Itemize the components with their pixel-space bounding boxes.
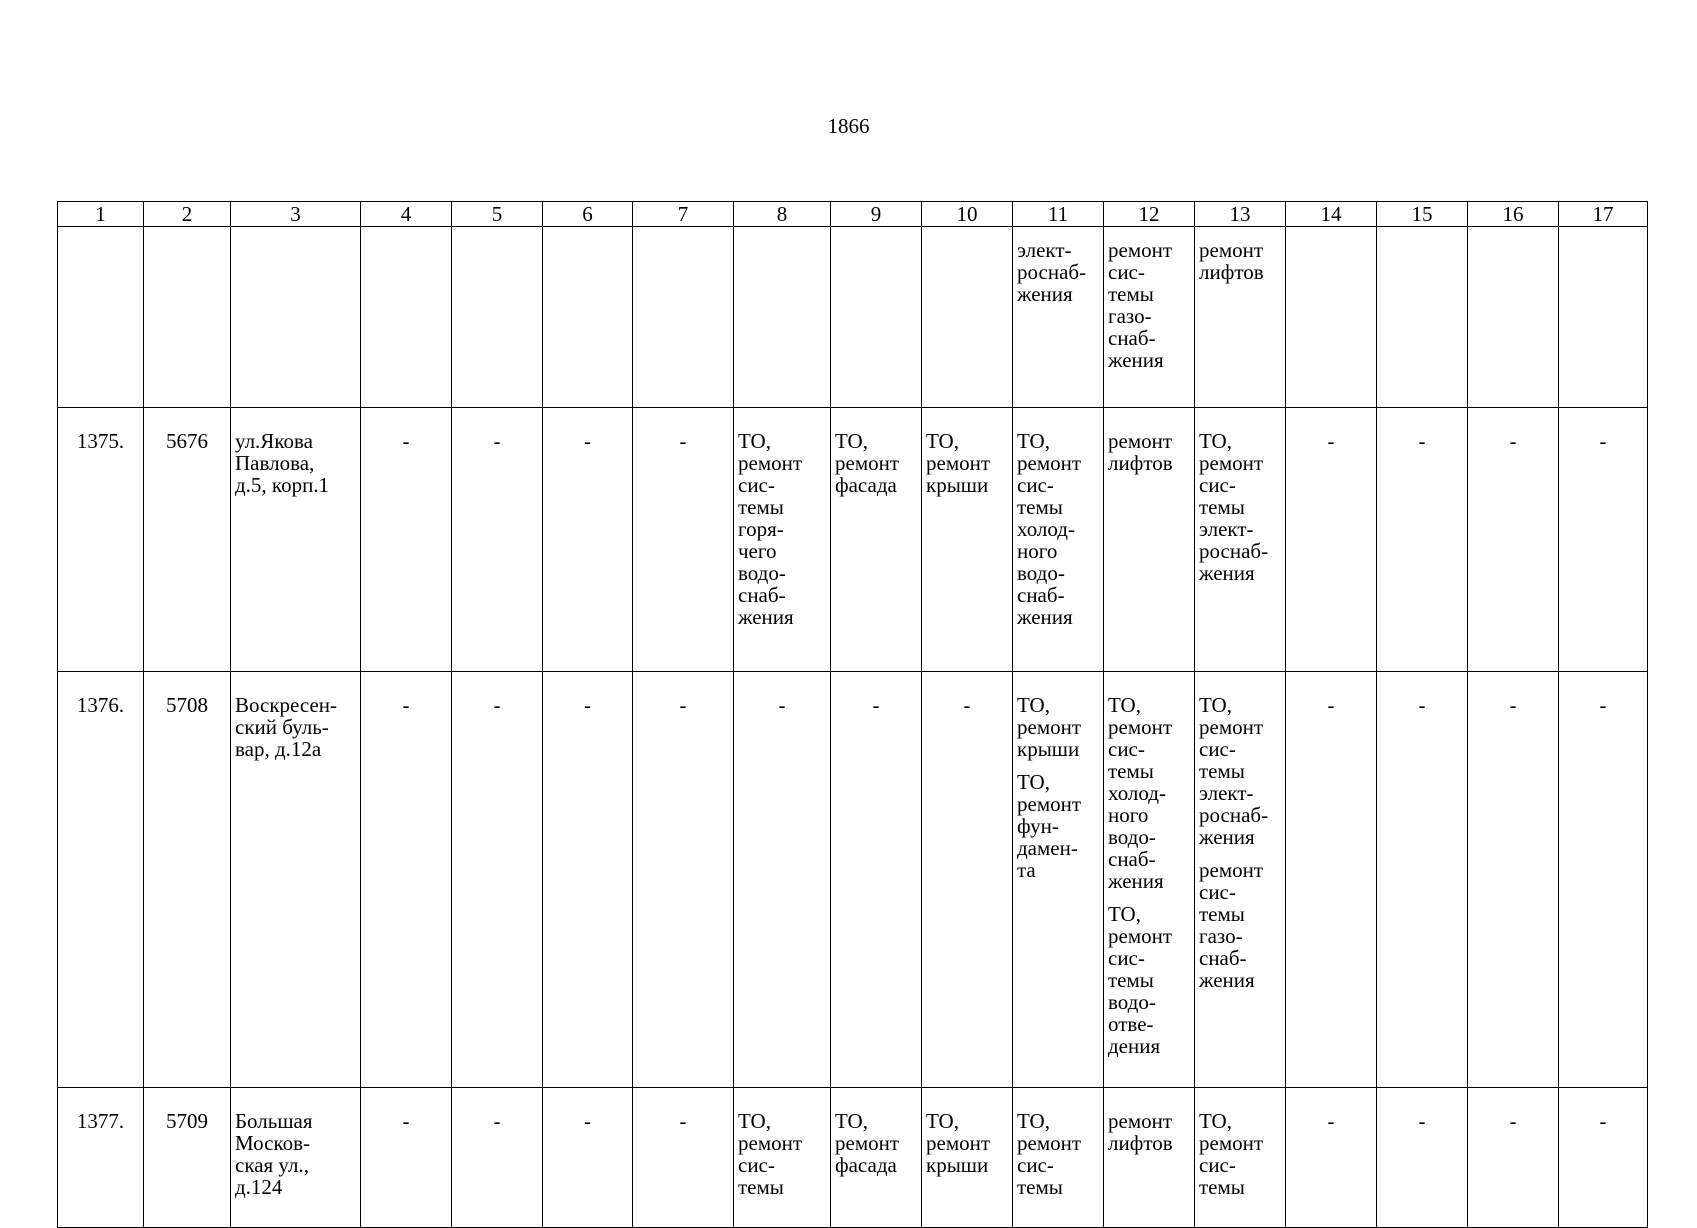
- work-text: ТО, ремонт сис- темы холод- ного водо- снаб- жения: [1017, 429, 1082, 629]
- address-cell: [231, 408, 361, 672]
- work-cell: [1195, 1088, 1286, 1228]
- empty-dash: -: [1377, 408, 1468, 672]
- table-cell: [144, 227, 231, 408]
- empty-dash: -: [1468, 1088, 1559, 1228]
- work-text: ТО, ремонт сис- темы: [1017, 1109, 1082, 1199]
- table-cell: [231, 227, 361, 408]
- table-cell: [58, 227, 144, 408]
- column-header: 7: [633, 202, 734, 227]
- empty-dash: -: [543, 408, 633, 672]
- column-header: 10: [922, 202, 1013, 227]
- column-header: 3: [231, 202, 361, 227]
- table-cell: [1286, 227, 1377, 408]
- address-cell: [231, 1088, 361, 1228]
- work-text: ремонт лифтов: [1108, 429, 1173, 475]
- work-text: ТО, ремонт сис- темы элект- роснаб- жения: [1199, 429, 1269, 585]
- work-cell: [1104, 408, 1195, 672]
- empty-dash: -: [361, 1088, 452, 1228]
- work-cell: [1104, 227, 1195, 408]
- work-text: ТО, ремонт сис- темы: [1199, 1109, 1264, 1199]
- page-number: 1866: [827, 114, 870, 138]
- work-text: ремонт сис- темы газо- снаб- жения: [1108, 238, 1173, 372]
- empty-dash: -: [922, 672, 1013, 1088]
- column-header: 1: [58, 202, 144, 227]
- work-cell: [922, 1088, 1013, 1228]
- building-code: 5709: [144, 1088, 231, 1228]
- empty-dash: -: [1286, 1088, 1377, 1228]
- empty-dash: -: [633, 1088, 734, 1228]
- work-text: ТО, ремонт крыши: [926, 1109, 991, 1177]
- empty-dash: -: [1286, 672, 1377, 1088]
- building-code: 5676: [144, 408, 231, 672]
- address-text: ул.Якова Павлова, д.5, корп.1: [235, 429, 330, 497]
- work-cell: [734, 1088, 831, 1228]
- table-cell: [1377, 227, 1468, 408]
- work-text: ТО, ремонт сис- темы горя- чего водо- снаб- жения: [738, 429, 803, 629]
- empty-dash: -: [452, 672, 543, 1088]
- column-header: 11: [1013, 202, 1104, 227]
- column-header: 6: [543, 202, 633, 227]
- table-cell: [633, 227, 734, 408]
- empty-dash: -: [361, 672, 452, 1088]
- work-text: ремонт сис- темы газо- снаб- жения: [1199, 858, 1264, 992]
- work-text: ТО, ремонт сис- темы водо- отве- дения: [1108, 902, 1173, 1058]
- table-cell: [452, 227, 543, 408]
- work-cell: [831, 408, 922, 672]
- table-cell: [361, 227, 452, 408]
- work-text: ТО, ремонт крыши: [1017, 693, 1082, 761]
- empty-dash: -: [1559, 1088, 1648, 1228]
- work-text: ремонт лифтов: [1108, 1109, 1173, 1155]
- table-row: [58, 1088, 1648, 1228]
- table-cell: [734, 227, 831, 408]
- work-text: ТО, ремонт фасада: [835, 1109, 900, 1177]
- work-cell: [1013, 227, 1104, 408]
- work-cell: [1195, 227, 1286, 408]
- work-text: ТО, ремонт фасада: [835, 429, 900, 497]
- column-header: 17: [1559, 202, 1648, 227]
- column-header: 4: [361, 202, 452, 227]
- column-header: 5: [452, 202, 543, 227]
- empty-dash: -: [1377, 1088, 1468, 1228]
- column-header: 2: [144, 202, 231, 227]
- address-text: Воскресен- ский буль- вар, д.12а: [235, 693, 338, 761]
- empty-dash: -: [361, 408, 452, 672]
- repair-register-table: [57, 201, 1648, 1228]
- row-number: 1377.: [58, 1088, 144, 1228]
- building-code: 5708: [144, 672, 231, 1088]
- table-cell: [543, 227, 633, 408]
- column-number-row: [58, 202, 1648, 227]
- empty-dash: -: [734, 672, 831, 1088]
- empty-dash: -: [1468, 408, 1559, 672]
- work-cell: [1013, 672, 1104, 1088]
- table-cell: [922, 227, 1013, 408]
- column-header: 15: [1377, 202, 1468, 227]
- work-text: ремонт лифтов: [1199, 238, 1264, 284]
- table-cell: [831, 227, 922, 408]
- work-cell: [1104, 672, 1195, 1088]
- table-cell: [1468, 227, 1559, 408]
- empty-dash: -: [1559, 672, 1648, 1088]
- work-cell: [1195, 672, 1286, 1088]
- work-text: ТО, ремонт крыши: [926, 429, 991, 497]
- row-number: 1375.: [58, 408, 144, 672]
- empty-dash: -: [1377, 672, 1468, 1088]
- empty-dash: -: [633, 408, 734, 672]
- work-cell: [1195, 408, 1286, 672]
- column-header: 12: [1104, 202, 1195, 227]
- empty-dash: -: [633, 672, 734, 1088]
- work-cell: [1104, 1088, 1195, 1228]
- empty-dash: -: [1559, 408, 1648, 672]
- work-text: ТО, ремонт сис- темы холод- ного водо- снаб- жения: [1108, 693, 1173, 893]
- continuation-row: [58, 227, 1648, 408]
- empty-dash: -: [831, 672, 922, 1088]
- empty-dash: -: [1286, 408, 1377, 672]
- table-cell: [1559, 227, 1648, 408]
- address-cell: [231, 672, 361, 1088]
- work-cell: [831, 1088, 922, 1228]
- column-header: 13: [1195, 202, 1286, 227]
- work-cell: [922, 408, 1013, 672]
- address-text: Большая Москов- ская ул., д.124: [235, 1109, 313, 1199]
- empty-dash: -: [1468, 672, 1559, 1088]
- work-cell: [734, 408, 831, 672]
- empty-dash: -: [452, 408, 543, 672]
- column-header: 14: [1286, 202, 1377, 227]
- table-row: [58, 408, 1648, 672]
- row-number: 1376.: [58, 672, 144, 1088]
- column-header: 8: [734, 202, 831, 227]
- table-row: [58, 672, 1648, 1088]
- work-text: ТО, ремонт сис- темы элект- роснаб- жения: [1199, 693, 1269, 849]
- work-cell: [1013, 408, 1104, 672]
- work-text: ТО, ремонт фун- дамен- та: [1017, 770, 1082, 882]
- empty-dash: -: [543, 1088, 633, 1228]
- work-text: элект- роснаб- жения: [1017, 238, 1087, 306]
- work-text: ТО, ремонт сис- темы: [738, 1109, 803, 1199]
- column-header: 16: [1468, 202, 1559, 227]
- work-cell: [1013, 1088, 1104, 1228]
- empty-dash: -: [543, 672, 633, 1088]
- column-header: 9: [831, 202, 922, 227]
- empty-dash: -: [452, 1088, 543, 1228]
